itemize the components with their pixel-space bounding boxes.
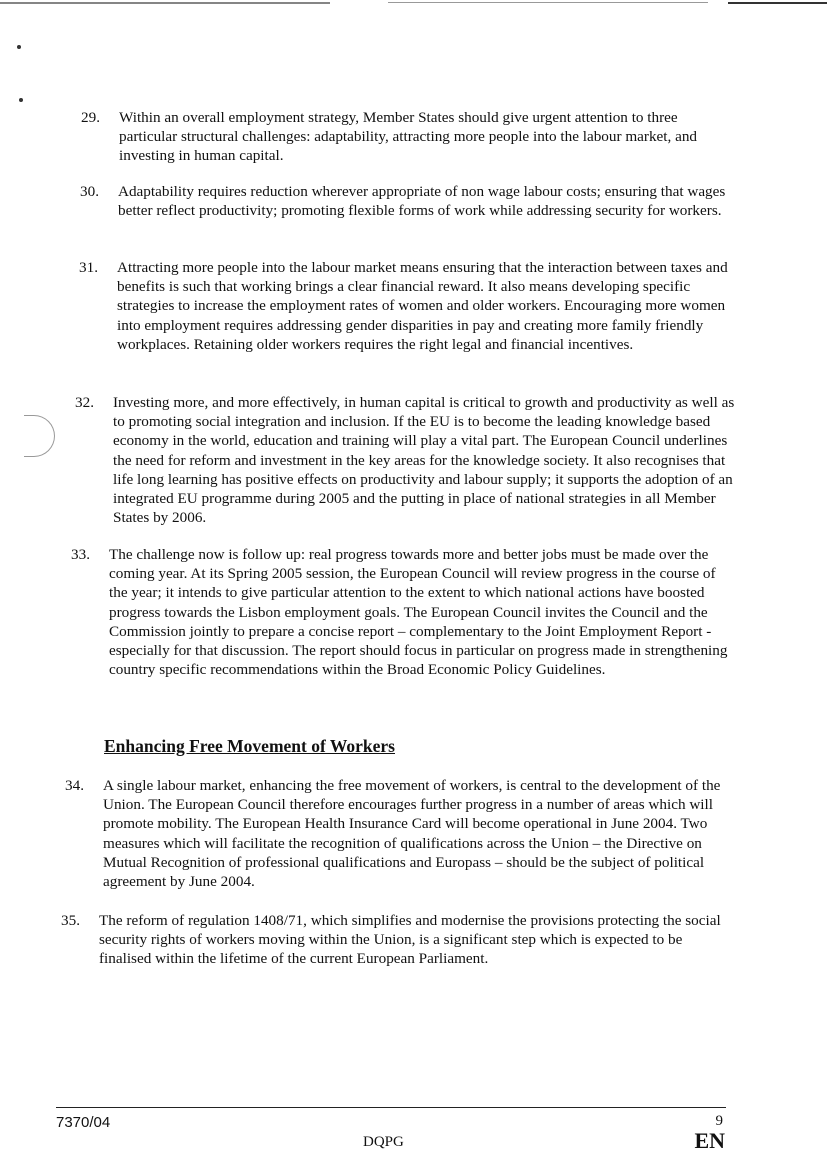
paragraph-29: [81, 108, 739, 166]
paragraph-number: 29.: [81, 109, 100, 126]
paragraph-number: 33.: [71, 546, 90, 563]
footer-rule: [56, 1107, 726, 1108]
top-scan-rule: [388, 2, 708, 3]
document-reference: 7370/04: [56, 1114, 111, 1131]
paragraph-text: The challenge now is follow up: real progress towards more and better jobs must be made over the coming year. At its Spring 2005 session, the European Council will review progress in the course of the year; it intends to give particular attention to the extent to which national actions have boosted progress towards the Lisbon employment goals. The European Council invites the Council and the Commission jointly to prepare a concise report – complementary to the Joint Employment Report - especially for that discussion. The report should focus in particular on progress made in strengthening country specific recommendations within the Broad Economic Policy Guidelines.: [109, 546, 728, 679]
paragraph-number: 32.: [75, 394, 94, 411]
page-number: 9: [715, 1113, 723, 1129]
paragraph-text: Investing more, and more effectively, in human capital is critical to growth and productivity as well as to promoting social integration and inclusion. If the EU is to become the leading knowledge based economy in the world, education and training will play a vital part. The European Council underlines the need for reform and investment in the key areas for the knowledge society. It also recognises that life long learning has positive effects on productivity and labour supply; it supports the adoption of an integrated EU programme during 2005 and the putting in place of national strategies in all Member States by 2006.: [113, 394, 735, 527]
paragraph-text: A single labour market, enhancing the free movement of workers, is central to the development of the Union. The European Council therefore encourages further progress in a number of areas which will promote mobility. The European Health Insurance Card will become operational in June 2004. Two measures which will facilitate the recognition of qualifications across the Union – the Directive on Mutual Recognition of professional qualifications and Europass – should be the subject of political agreement by June 2004.: [103, 777, 721, 891]
paragraph-34: [65, 776, 735, 891]
paragraph-text: The reform of regulation 1408/71, which simplifies and modernise the provisions protecting the social security rights of workers moving within the Union, is a significant step which is expected to be finalised within the lifetime of the current European Parliament.: [99, 912, 721, 968]
paragraph-33: [71, 545, 737, 679]
paragraph-31: [79, 258, 741, 354]
paragraph-number: 30.: [80, 183, 99, 200]
punch-hole-mark: [24, 415, 55, 457]
paragraph-number: 35.: [61, 912, 80, 929]
paragraph-text: Attracting more people into the labour market means ensuring that the interaction between taxes and benefits is such that working brings a clear financial reward. It also means developing specific strategies to increase the employment rates of women and older workers. Encouraging more women into employment requires addressing gender disparities in pay and creating more family friendly workplaces. Retaining older workers requires the right legal and financial incentives.: [117, 259, 728, 353]
scan-mark: [19, 98, 23, 102]
scan-mark: [17, 45, 21, 49]
paragraph-text: Within an overall employment strategy, Member States should give urgent attention to three particular structural challenges: adaptability, attracting more people into the labour market, and investing in human capital.: [119, 109, 698, 165]
department-code: DQPG: [363, 1134, 404, 1150]
paragraph-30: [80, 182, 740, 220]
paragraph-text: Adaptability requires reduction wherever appropriate of non wage labour costs; ensuring that wages better reflect productivity; promoting flexible forms of work while addressing security for workers.: [118, 183, 726, 220]
paragraph-number: 31.: [79, 259, 98, 276]
paragraph-number: 34.: [65, 777, 84, 794]
top-scan-rule: [0, 2, 330, 4]
paragraph-32: [75, 393, 738, 527]
top-scan-rule: [728, 2, 827, 4]
section-heading: Enhancing Free Movement of Workers: [104, 736, 395, 756]
paragraph-35: [61, 911, 729, 969]
language-code: EN: [694, 1128, 725, 1153]
